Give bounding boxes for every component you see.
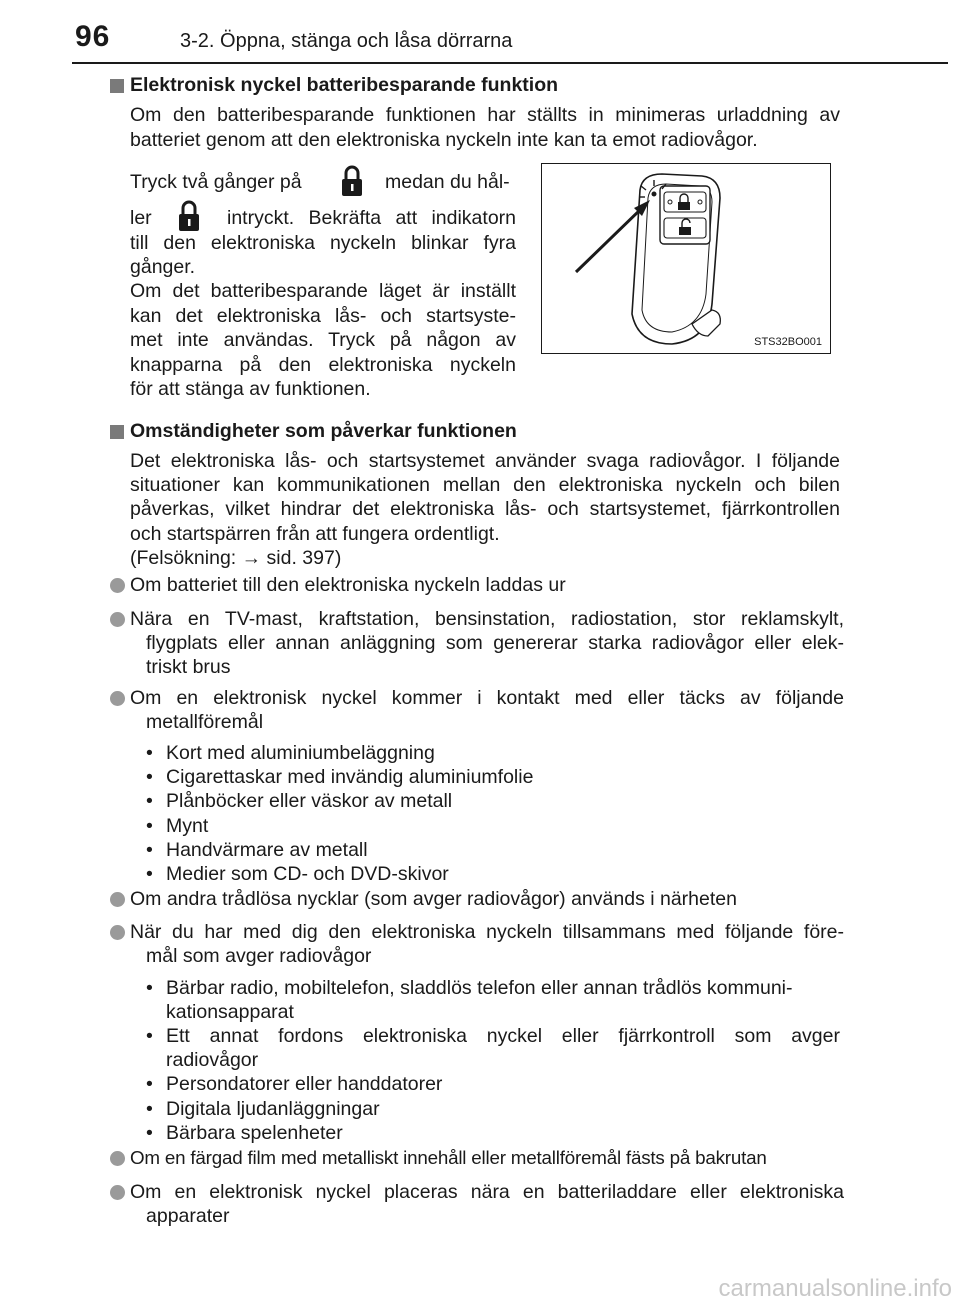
- section-heading-circumstances: [110, 420, 517, 443]
- bullet-text: Om en färgad film med metalliskt innehåll eller metallföremål fästs på bakrutan: [130, 1147, 767, 1168]
- radio-item: • Digitala ljudanläggningar: [146, 1097, 380, 1122]
- bullet-text: Om en elektronisk nyckel kommer i kontakt med eller täcks av följande: [130, 687, 844, 709]
- radio-item-cont: radiovågor: [166, 1049, 259, 1071]
- instruction-text: intryckt. Bekräfta att indikatorn: [227, 207, 516, 229]
- instruction-text: medan du hål-: [385, 171, 510, 193]
- header-rule: [72, 62, 948, 64]
- instruction-text: för att stänga av funktionen.: [130, 378, 371, 400]
- section-heading-text: Elektronisk nyckel batteribesparande funktion: [130, 74, 559, 96]
- metal-item: • Kort med aluminiumbeläggning: [146, 741, 435, 766]
- instruction-text: kan det elektroniska lås- och startsyste-: [130, 305, 516, 327]
- bullet-text: När du har med dig den elektroniska nyckeln tillsammans med följande före-: [130, 921, 844, 943]
- section-heading-text: Omständigheter som påverkar funktionen: [130, 420, 517, 442]
- bullet-text: Nära en TV-mast, kraftstation, bensinstation, radiostation, stor reklamskylt,: [130, 608, 844, 630]
- round-bullet-icon: [110, 1185, 125, 1200]
- metal-item: • Handvärmare av metall: [146, 838, 368, 863]
- radio-item: • Bärbar radio, mobiltelefon, sladdlös telefon eller annan trådlös kommuni-: [146, 976, 818, 1001]
- troubleshooting-reference: (Felsökning: → sid. 397): [130, 547, 342, 569]
- metal-item: • Medier som CD- och DVD-skivor: [146, 862, 449, 887]
- metal-item: • Plånböcker eller väskor av metall: [146, 789, 452, 814]
- radio-item-cont: kationsapparat: [166, 1001, 294, 1023]
- intro-line: Om den batteribesparande funktionen har ställts in minimeras urladdning av: [130, 104, 840, 126]
- body-line: situationer kan kommunikationen mellan den elektroniska nyckeln och bilen: [130, 474, 840, 496]
- bullet-text: Om andra trådlösa nycklar (som avger radiovågor) används i närheten: [130, 888, 737, 910]
- lock-button-icon: [176, 199, 202, 233]
- body-line: påverkas, vilket hindrar det elektroniska lås- och startsystemet, fjärrkontrollen: [130, 498, 840, 520]
- section-heading-battery-saver: [110, 74, 558, 97]
- radio-item: • Bärbara spelenheter: [146, 1121, 343, 1146]
- round-bullet-icon: [110, 612, 125, 627]
- instruction-text: Om det batteribesparande läget är inställt: [130, 280, 516, 302]
- metal-item: • Mynt: [146, 814, 208, 839]
- key-figure: [541, 163, 831, 354]
- bullet-text: apparater: [146, 1205, 230, 1227]
- figure-code: STS32BO001: [754, 336, 822, 348]
- body-line: och startspärren från att fungera ordentligt.: [130, 523, 500, 545]
- bullet-text: triskt brus: [146, 656, 231, 678]
- instruction-text: knapparna på den elektroniska nyckeln: [130, 354, 516, 376]
- instruction-text: gånger.: [130, 256, 196, 278]
- intro-line: batteriet genom att den elektroniska nyckeln inte kan ta emot radiovågor.: [130, 129, 758, 151]
- bullet-text: Om batteriet till den elektroniska nyckeln laddas ur: [130, 574, 566, 596]
- radio-item: • Persondatorer eller handdatorer: [146, 1072, 442, 1097]
- body-line: Det elektroniska lås- och startsystemet använder svaga radiovågor. I följande: [130, 450, 840, 472]
- instruction-text: ler: [130, 207, 152, 229]
- watermark: carmanualsonline.info: [718, 1275, 952, 1302]
- bullet-text: Om en elektronisk nyckel placeras nära en batteriladdare eller elektroniska: [130, 1181, 844, 1203]
- instruction-text: met inte användas. Tryck på någon av: [130, 329, 516, 351]
- bullet-text: flygplats eller annan anläggning som genererar starka radiovågor eller elek-: [146, 632, 844, 654]
- instruction-text: till den elektroniska nyckeln blinkar fyra: [130, 232, 516, 254]
- electronic-key-illustration: [542, 164, 830, 353]
- instruction-text: Tryck två gånger på: [130, 171, 302, 193]
- round-bullet-icon: [110, 892, 125, 907]
- radio-item: • Ett annat fordons elektroniska nyckel eller fjärrkontroll som avger: [146, 1024, 840, 1049]
- square-bullet-icon: [110, 425, 124, 439]
- chapter-title: 3-2. Öppna, stänga och låsa dörrarna: [180, 30, 513, 52]
- metal-item: • Cigarettaskar med invändig aluminiumfolie: [146, 765, 533, 790]
- round-bullet-icon: [110, 925, 125, 940]
- square-bullet-icon: [110, 79, 124, 93]
- bullet-text: metallföremål: [146, 711, 264, 733]
- round-bullet-icon: [110, 578, 125, 593]
- round-bullet-icon: [110, 691, 125, 706]
- bullet-text: mål som avger radiovågor: [146, 945, 372, 967]
- lock-button-icon: [339, 164, 365, 198]
- round-bullet-icon: [110, 1151, 125, 1166]
- page-number: 96: [75, 20, 111, 53]
